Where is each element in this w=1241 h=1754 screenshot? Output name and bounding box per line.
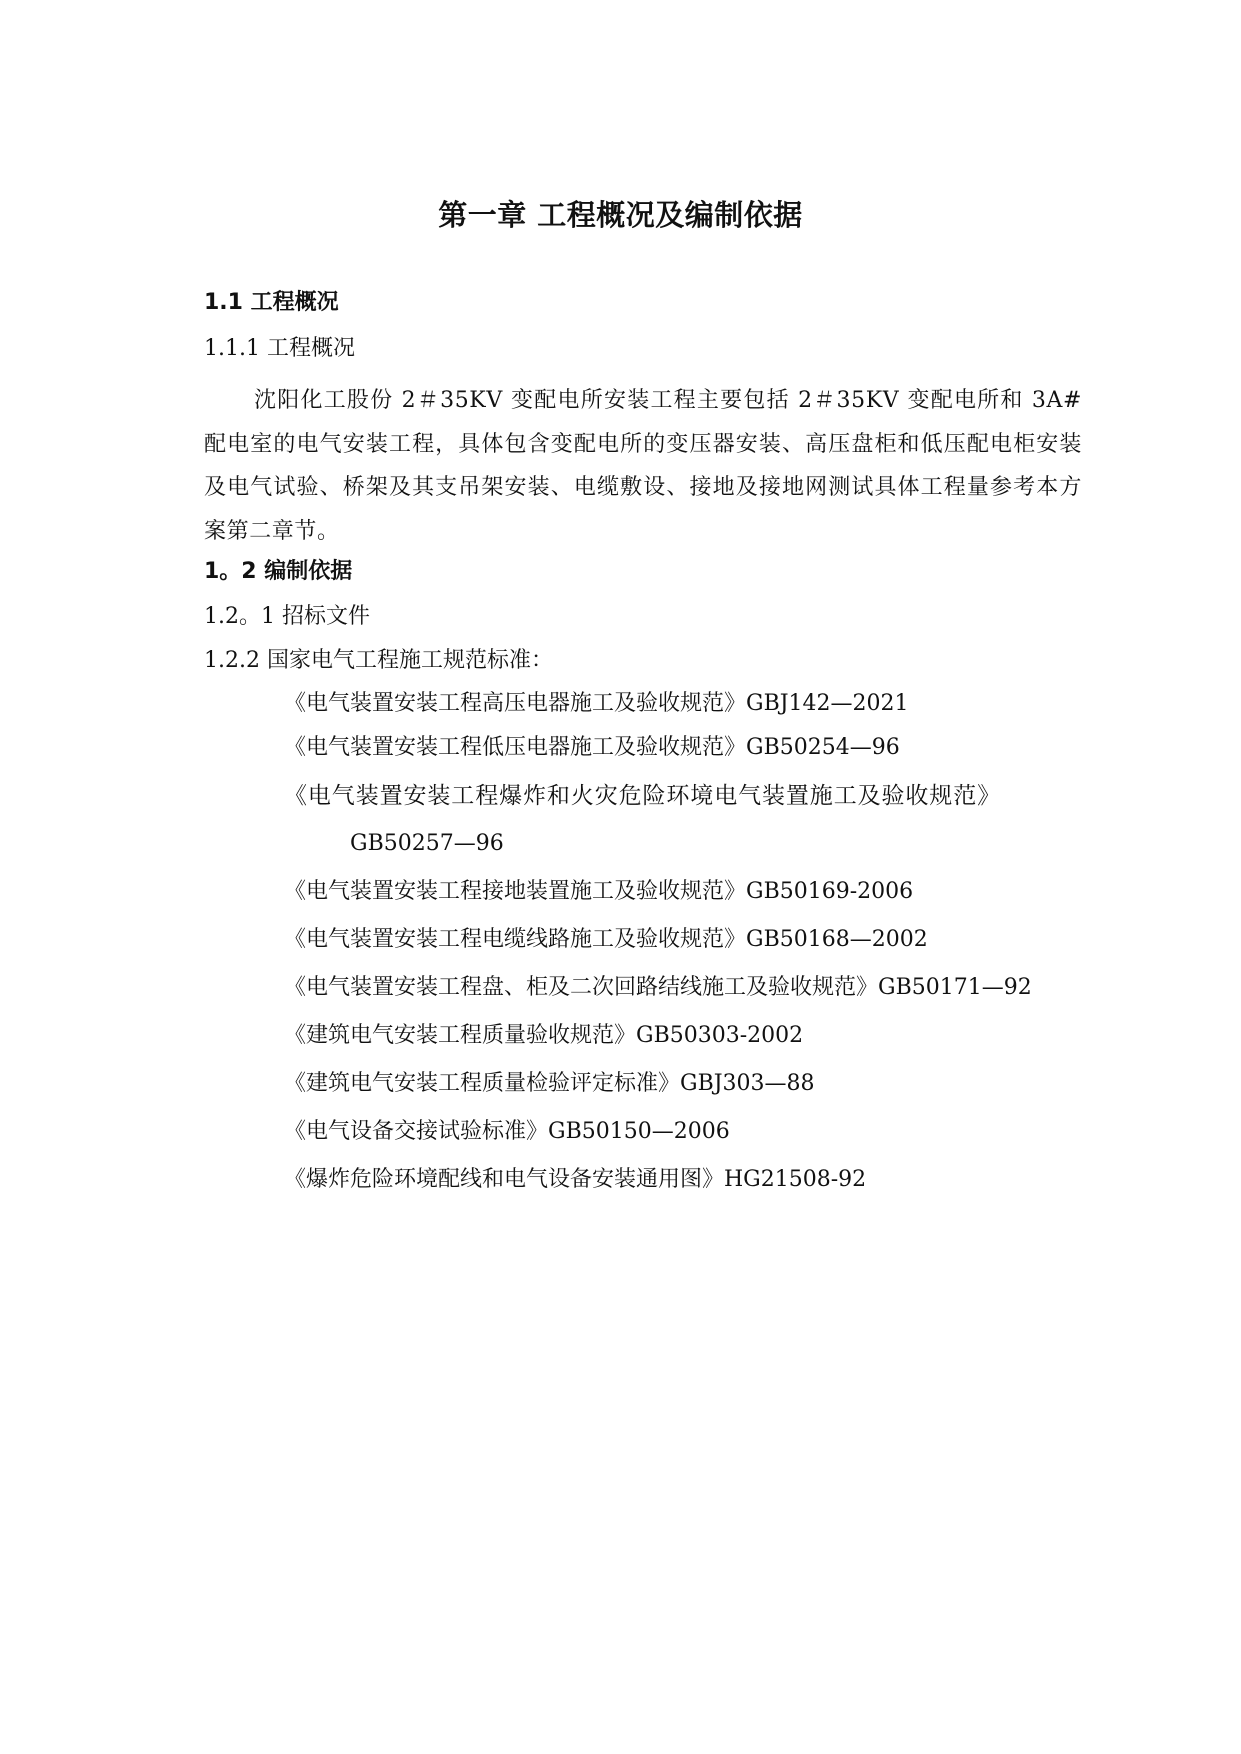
standard-item: 《电气装置安装工程低压电器施工及验收规范》GB50254—96 [284, 735, 900, 760]
standard-item-continuation: GB50257—96 [350, 831, 504, 856]
standard-item: 《建筑电气安装工程质量验收规范》GB50303-2002 [284, 1023, 804, 1048]
standard-item: 《爆炸危险环境配线和电气设备安装通用图》HG21508-92 [284, 1167, 867, 1192]
standard-item: 《电气装置安装工程高压电器施工及验收规范》GBJ142—2021 [284, 691, 909, 716]
standard-item: 《电气装置安装工程电缆线路施工及验收规范》GB50168—2002 [284, 927, 928, 952]
standard-item: 《电气装置安装工程爆炸和火灾危险环境电气装置施工及验收规范》 [284, 783, 1001, 809]
subsection-heading-1-1-1: 1.1.1 工程概况 [204, 336, 355, 361]
subsection-heading-1-2-2: 1.2.2 国家电气工程施工规范标准： [204, 648, 553, 673]
subsection-heading-1-2-1: 1.2。1 招标文件 [204, 604, 370, 629]
chapter-title: 第一章 工程概况及编制依据 [438, 198, 803, 232]
section-heading-1-1: 1.1 工程概况 [204, 290, 339, 315]
standard-item: 《建筑电气安装工程质量检验评定标准》GBJ303—88 [284, 1071, 815, 1096]
section-heading-1-2: 1。2 编制依据 [204, 559, 353, 584]
standard-item: 《电气装置安装工程盘、柜及二次回路结线施工及验收规范》GB50171—92 [284, 975, 1032, 1000]
overview-paragraph: 沈阳化工股份 2＃35KV 变配电所安装工程主要包括 2＃35KV 变配电所和 3A#配电室的电气安装工程，具体包含变配电所的变压器安装、高压盘柜和低压配电柜安装及电气试验、桥架及其支吊架安装、电缆敷设、接地及接地网测试具体工程量参考本方案第二章节。 [204, 388, 1082, 544]
standard-item: 《电气设备交接试验标准》GB50150—2006 [284, 1119, 730, 1144]
standard-item: 《电气装置安装工程接地装置施工及验收规范》GB50169-2006 [284, 879, 914, 904]
